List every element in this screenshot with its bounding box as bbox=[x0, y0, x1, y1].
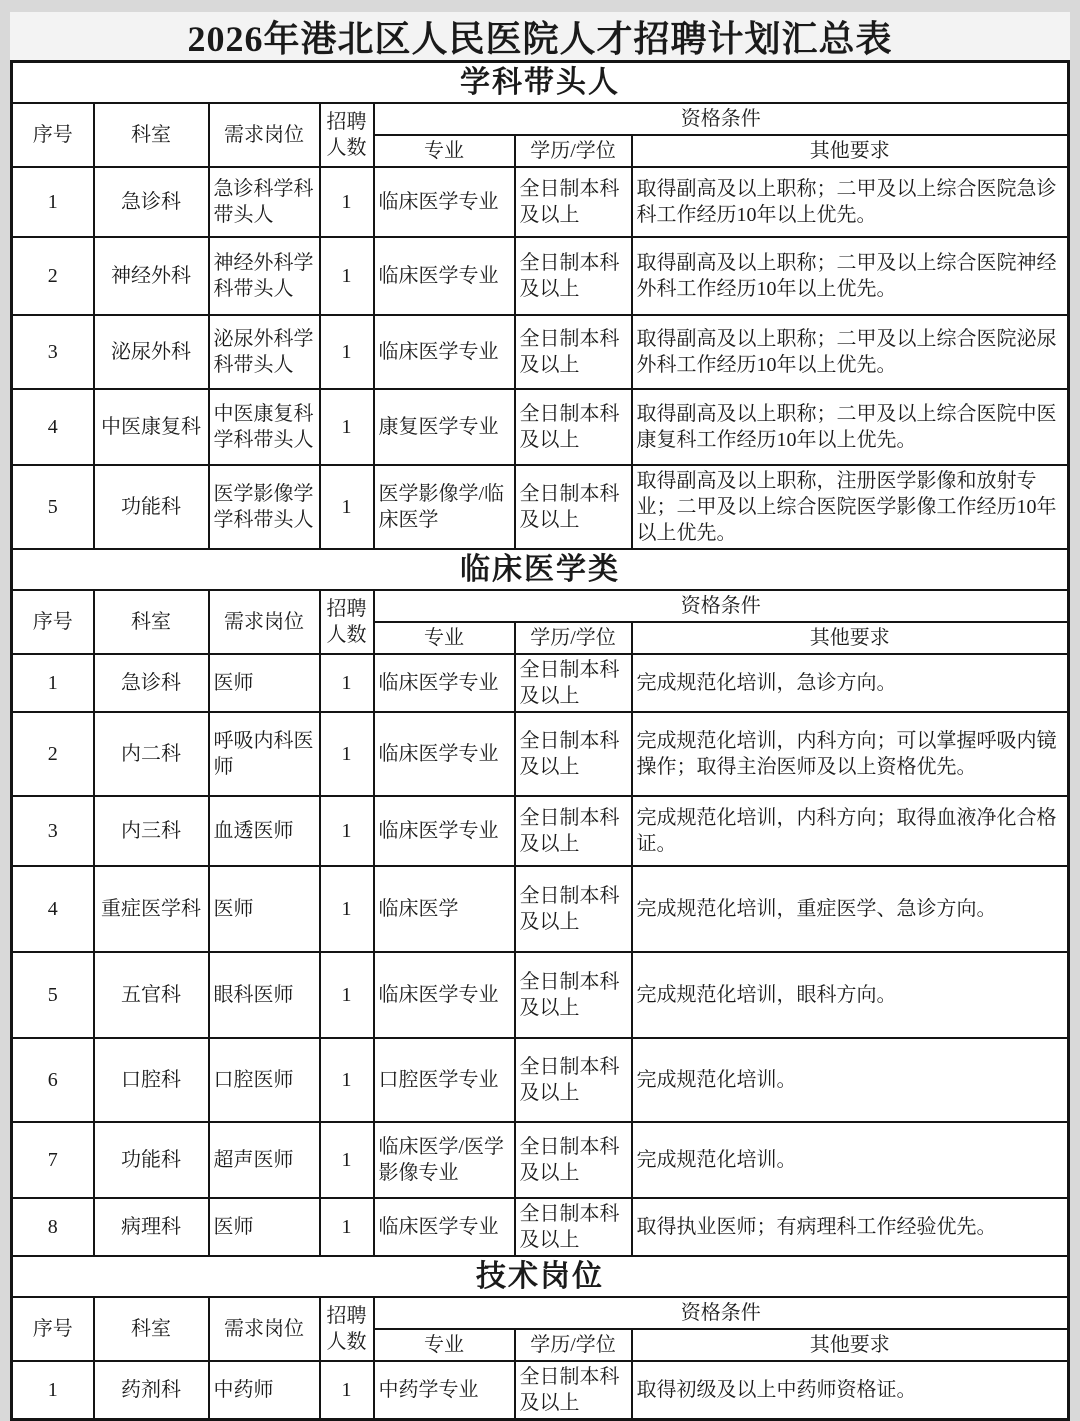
cell-position: 医师 bbox=[209, 866, 320, 952]
col-header-seq: 序号 bbox=[12, 103, 94, 167]
cell-education: 全日制本科及以上 bbox=[515, 1122, 632, 1198]
cell-seq: 1 bbox=[12, 654, 94, 712]
section-header-row bbox=[12, 549, 1069, 590]
table-row bbox=[12, 1361, 1069, 1420]
col-header-other: 其他要求 bbox=[632, 135, 1069, 167]
document-page bbox=[10, 12, 1070, 1414]
table-row bbox=[12, 167, 1069, 237]
cell-position: 急诊科学科带头人 bbox=[209, 167, 320, 237]
col-header-headcount: 招聘人数 bbox=[320, 590, 374, 654]
cell-education: 全日制本科及以上 bbox=[515, 866, 632, 952]
col-header-dept: 科室 bbox=[94, 590, 209, 654]
cell-other: 取得副高及以上职称；二甲及以上综合医院神经外科工作经历10年以上优先。 bbox=[632, 237, 1069, 315]
cell-education: 全日制本科及以上 bbox=[515, 712, 632, 796]
cell-count: 1 bbox=[320, 796, 374, 866]
cell-dept: 药剂科 bbox=[94, 1361, 209, 1420]
cell-count: 1 bbox=[320, 465, 374, 549]
col-header-education: 学历/学位 bbox=[515, 135, 632, 167]
cell-other: 完成规范化培训，重症医学、急诊方向。 bbox=[632, 866, 1069, 952]
cell-position: 眼科医师 bbox=[209, 952, 320, 1038]
table-row bbox=[12, 315, 1069, 389]
section-title: 临床医学类 bbox=[12, 549, 1069, 590]
cell-count: 1 bbox=[320, 315, 374, 389]
cell-major: 临床医学专业 bbox=[374, 315, 515, 389]
cell-major: 临床医学 bbox=[374, 866, 515, 952]
cell-seq: 4 bbox=[12, 866, 94, 952]
cell-major: 临床医学专业 bbox=[374, 654, 515, 712]
cell-count: 1 bbox=[320, 866, 374, 952]
cell-seq: 4 bbox=[12, 389, 94, 465]
cell-seq: 1 bbox=[12, 167, 94, 237]
cell-major: 临床医学专业 bbox=[374, 167, 515, 237]
cell-position: 医师 bbox=[209, 1198, 320, 1256]
cell-education: 全日制本科及以上 bbox=[515, 1038, 632, 1122]
cell-major: 临床医学/医学影像专业 bbox=[374, 1122, 515, 1198]
section-header-row bbox=[12, 1256, 1069, 1297]
cell-other: 完成规范化培训。 bbox=[632, 1038, 1069, 1122]
cell-other: 取得副高及以上职称，注册医学影像和放射专业；二甲及以上综合医院医学影像工作经历10年以上优先。 bbox=[632, 465, 1069, 549]
cell-position: 医师 bbox=[209, 654, 320, 712]
cell-major: 临床医学专业 bbox=[374, 712, 515, 796]
cell-major: 临床医学专业 bbox=[374, 952, 515, 1038]
cell-dept: 口腔科 bbox=[94, 1038, 209, 1122]
cell-count: 1 bbox=[320, 952, 374, 1038]
cell-major: 临床医学专业 bbox=[374, 1198, 515, 1256]
col-header-major: 专业 bbox=[374, 622, 515, 654]
cell-other: 完成规范化培训，内科方向；取得血液净化合格证。 bbox=[632, 796, 1069, 866]
cell-education: 全日制本科及以上 bbox=[515, 237, 632, 315]
section-title: 学科带头人 bbox=[12, 62, 1069, 104]
cell-other: 取得副高及以上职称；二甲及以上综合医院急诊科工作经历10年以上优先。 bbox=[632, 167, 1069, 237]
table-row bbox=[12, 465, 1069, 549]
cell-count: 1 bbox=[320, 237, 374, 315]
cell-position: 医学影像学学科带头人 bbox=[209, 465, 320, 549]
table-row bbox=[12, 712, 1069, 796]
table-row bbox=[12, 1038, 1069, 1122]
col-header-headcount: 招聘人数 bbox=[320, 1297, 374, 1361]
table-row bbox=[12, 952, 1069, 1038]
cell-count: 1 bbox=[320, 1038, 374, 1122]
cell-dept: 内二科 bbox=[94, 712, 209, 796]
cell-position: 神经外科学科带头人 bbox=[209, 237, 320, 315]
table-row bbox=[12, 237, 1069, 315]
col-header-major: 专业 bbox=[374, 1329, 515, 1361]
cell-dept: 急诊科 bbox=[94, 654, 209, 712]
cell-position: 超声医师 bbox=[209, 1122, 320, 1198]
cell-other: 取得副高及以上职称；二甲及以上综合医院中医康复科工作经历10年以上优先。 bbox=[632, 389, 1069, 465]
cell-major: 临床医学专业 bbox=[374, 237, 515, 315]
table-row bbox=[12, 796, 1069, 866]
cell-dept: 急诊科 bbox=[94, 167, 209, 237]
cell-other: 取得副高及以上职称；二甲及以上综合医院泌尿外科工作经历10年以上优先。 bbox=[632, 315, 1069, 389]
column-header-row bbox=[12, 590, 1069, 622]
cell-seq: 3 bbox=[12, 796, 94, 866]
col-header-position: 需求岗位 bbox=[209, 590, 320, 654]
cell-dept: 五官科 bbox=[94, 952, 209, 1038]
cell-seq: 7 bbox=[12, 1122, 94, 1198]
cell-seq: 8 bbox=[12, 1198, 94, 1256]
cell-count: 1 bbox=[320, 1122, 374, 1198]
col-header-major: 专业 bbox=[374, 135, 515, 167]
table-row bbox=[12, 1122, 1069, 1198]
cell-seq: 2 bbox=[12, 712, 94, 796]
cell-dept: 泌尿外科 bbox=[94, 315, 209, 389]
section-title: 技术岗位 bbox=[12, 1256, 1069, 1297]
cell-dept: 中医康复科 bbox=[94, 389, 209, 465]
cell-other: 完成规范化培训。 bbox=[632, 1122, 1069, 1198]
col-header-education: 学历/学位 bbox=[515, 1329, 632, 1361]
cell-position: 口腔医师 bbox=[209, 1038, 320, 1122]
cell-education: 全日制本科及以上 bbox=[515, 389, 632, 465]
cell-other: 完成规范化培训，眼科方向。 bbox=[632, 952, 1069, 1038]
cell-education: 全日制本科及以上 bbox=[515, 796, 632, 866]
cell-count: 1 bbox=[320, 654, 374, 712]
cell-education: 全日制本科及以上 bbox=[515, 315, 632, 389]
col-header-other: 其他要求 bbox=[632, 622, 1069, 654]
cell-seq: 6 bbox=[12, 1038, 94, 1122]
cell-count: 1 bbox=[320, 167, 374, 237]
cell-dept: 病理科 bbox=[94, 1198, 209, 1256]
cell-other: 完成规范化培训，内科方向；可以掌握呼吸内镜操作；取得主治医师及以上资格优先。 bbox=[632, 712, 1069, 796]
cell-count: 1 bbox=[320, 1198, 374, 1256]
cell-education: 全日制本科及以上 bbox=[515, 167, 632, 237]
col-header-qualification: 资格条件 bbox=[374, 1297, 1069, 1329]
col-header-position: 需求岗位 bbox=[209, 103, 320, 167]
cell-seq: 3 bbox=[12, 315, 94, 389]
cell-major: 医学影像学/临床医学 bbox=[374, 465, 515, 549]
col-header-dept: 科室 bbox=[94, 1297, 209, 1361]
table-row bbox=[12, 1198, 1069, 1256]
cell-education: 全日制本科及以上 bbox=[515, 1361, 632, 1420]
cell-dept: 功能科 bbox=[94, 1122, 209, 1198]
cell-position: 中药师 bbox=[209, 1361, 320, 1420]
cell-major: 中药学专业 bbox=[374, 1361, 515, 1420]
table-row bbox=[12, 654, 1069, 712]
cell-other: 取得初级及以上中药师资格证。 bbox=[632, 1361, 1069, 1420]
cell-dept: 重症医学科 bbox=[94, 866, 209, 952]
cell-position: 泌尿外科学科带头人 bbox=[209, 315, 320, 389]
col-header-education: 学历/学位 bbox=[515, 622, 632, 654]
col-header-other: 其他要求 bbox=[632, 1329, 1069, 1361]
cell-education: 全日制本科及以上 bbox=[515, 952, 632, 1038]
cell-position: 中医康复科学科带头人 bbox=[209, 389, 320, 465]
cell-position: 呼吸内科医师 bbox=[209, 712, 320, 796]
cell-education: 全日制本科及以上 bbox=[515, 1198, 632, 1256]
cell-dept: 神经外科 bbox=[94, 237, 209, 315]
cell-seq: 5 bbox=[12, 952, 94, 1038]
cell-other: 取得执业医师；有病理科工作经验优先。 bbox=[632, 1198, 1069, 1256]
cell-count: 1 bbox=[320, 1361, 374, 1420]
col-header-seq: 序号 bbox=[12, 590, 94, 654]
cell-seq: 2 bbox=[12, 237, 94, 315]
section-header-row bbox=[12, 62, 1069, 104]
cell-count: 1 bbox=[320, 712, 374, 796]
table-row bbox=[12, 389, 1069, 465]
cell-dept: 功能科 bbox=[94, 465, 209, 549]
cell-seq: 1 bbox=[12, 1361, 94, 1420]
col-header-qualification: 资格条件 bbox=[374, 103, 1069, 135]
column-header-row bbox=[12, 1297, 1069, 1329]
cell-position: 血透医师 bbox=[209, 796, 320, 866]
recruitment-table bbox=[10, 60, 1070, 1421]
cell-other: 完成规范化培训，急诊方向。 bbox=[632, 654, 1069, 712]
cell-major: 康复医学专业 bbox=[374, 389, 515, 465]
page-title: 2026年港北区人民医院人才招聘计划汇总表 bbox=[187, 18, 893, 59]
col-header-headcount: 招聘人数 bbox=[320, 103, 374, 167]
cell-seq: 5 bbox=[12, 465, 94, 549]
cell-education: 全日制本科及以上 bbox=[515, 465, 632, 549]
col-header-seq: 序号 bbox=[12, 1297, 94, 1361]
col-header-qualification: 资格条件 bbox=[374, 590, 1069, 622]
col-header-dept: 科室 bbox=[94, 103, 209, 167]
cell-major: 口腔医学专业 bbox=[374, 1038, 515, 1122]
cell-education: 全日制本科及以上 bbox=[515, 654, 632, 712]
col-header-position: 需求岗位 bbox=[209, 1297, 320, 1361]
cell-dept: 内三科 bbox=[94, 796, 209, 866]
cell-major: 临床医学专业 bbox=[374, 796, 515, 866]
table-row bbox=[12, 866, 1069, 952]
cell-count: 1 bbox=[320, 389, 374, 465]
column-header-row bbox=[12, 103, 1069, 135]
